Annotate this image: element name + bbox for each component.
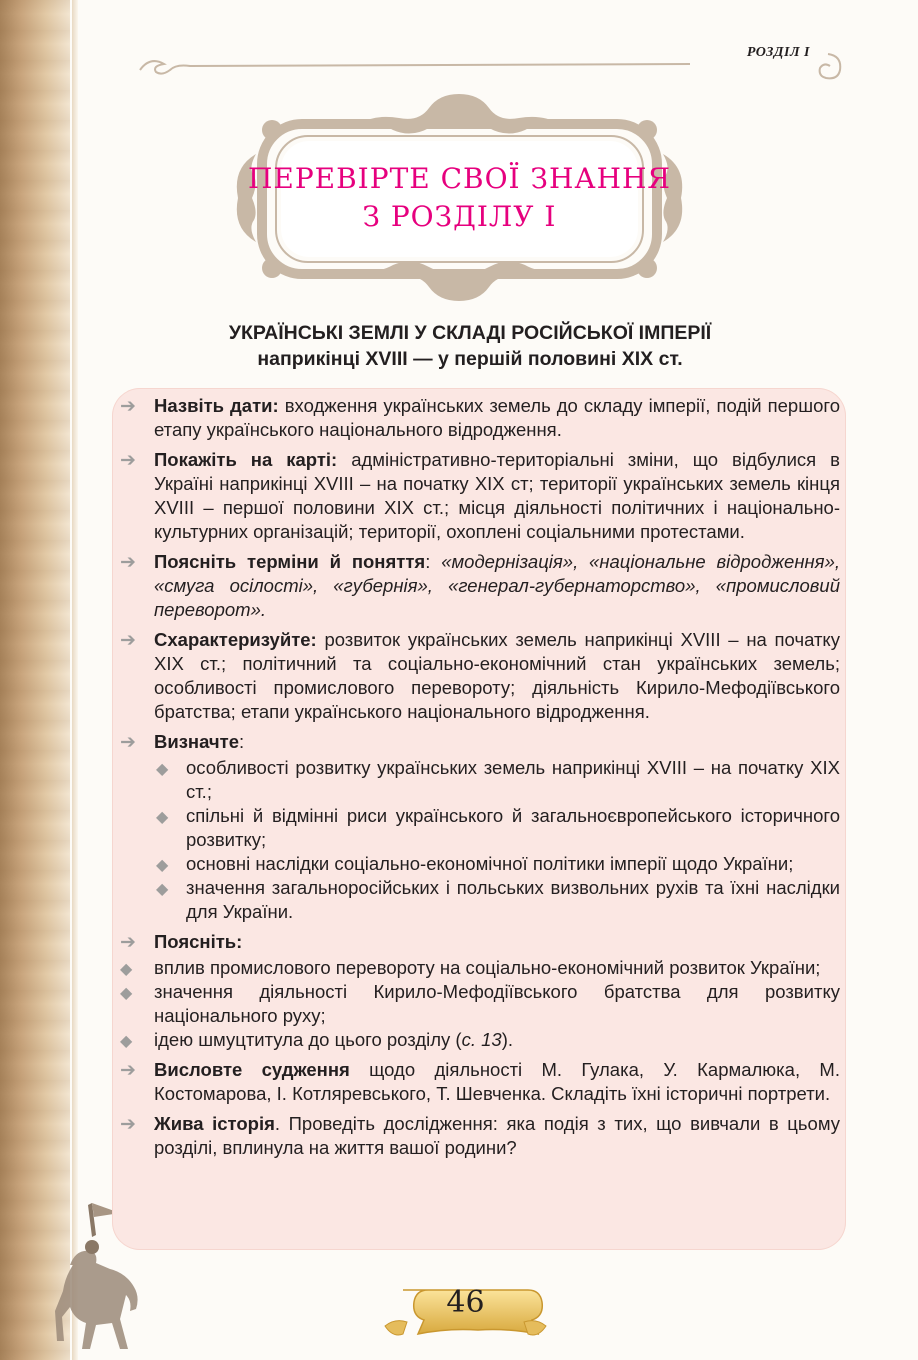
list-subitem — [120, 756, 840, 804]
item-text: адміністративно-територіальні зміни, що відбулися в Україні наприкінці XVIII – на початку XIX ст; території українських земель кінця XVIII – першої половини XIX ст.; місця діяльності політичних і національно-культурних організацій; території, охоплені соціальними протестами. — [154, 449, 840, 542]
parchment-edge-shade — [72, 0, 78, 1360]
define-sublist — [120, 756, 840, 924]
item-colon: : — [425, 551, 442, 572]
subitem-text: значення загальноросійських і польських визвольних рухів та їхні наслідки для України. — [186, 877, 840, 922]
arrow-right-icon: ➔ — [120, 551, 136, 573]
subitem-text: основні наслідки соціально-економічної політики імперії щодо України; — [186, 853, 794, 874]
page-title — [232, 160, 687, 236]
item-lead: Назвіть дати: — [154, 395, 279, 416]
list-item-terms — [120, 550, 840, 622]
section-label: РОЗДІЛ І — [746, 45, 810, 60]
item-colon: : — [239, 731, 245, 752]
item-lead: Жива історія — [154, 1113, 275, 1134]
diamond-icon: ◆ — [156, 807, 169, 826]
questions-list — [120, 394, 840, 1166]
diamond-icon: ◆ — [120, 1031, 133, 1050]
item-lead: Поясніть терміни й поняття — [154, 551, 426, 572]
item-text: входження українських земель до складу імперії, подій першого етапу українського національного відродження. — [154, 395, 840, 440]
list-item-history — [120, 1112, 840, 1160]
arrow-right-icon: ➔ — [120, 629, 136, 651]
subheading-line2: наприкінці XVIII — у першій половині XIX ст. — [257, 348, 683, 370]
subitem-text: вплив промислового перевороту на соціально-економічний розвиток України; — [154, 957, 821, 978]
item-lead: Поясніть: — [154, 931, 243, 952]
arrow-right-icon: ➔ — [120, 1059, 136, 1081]
item-lead: Схарактеризуйте: — [154, 629, 317, 650]
page-title-line1: ПЕРЕВІРТЕ СВОЇ ЗНАННЯ — [247, 162, 672, 195]
page-title-line2: З РОЗДІЛУ І — [362, 200, 557, 233]
diamond-icon: ◆ — [120, 959, 133, 978]
list-subitem — [120, 852, 840, 876]
subitem-text-end: ). — [501, 1029, 514, 1050]
arrow-right-icon: ➔ — [120, 1113, 136, 1135]
list-item-dates — [120, 394, 840, 442]
list-item-opinion — [120, 1058, 840, 1106]
list-item-explain — [120, 930, 840, 954]
list-subitem — [120, 804, 840, 852]
arrow-right-icon: ➔ — [120, 449, 136, 471]
list-item-map — [120, 448, 840, 544]
diamond-icon: ◆ — [156, 855, 169, 874]
item-lead: Визначте — [154, 731, 240, 752]
subitem-text: ідею шмуцтитула до цього розділу ( — [154, 1029, 462, 1050]
subheading-line1: УКРАЇНСЬКІ ЗЕМЛІ У СКЛАДІ РОСІЙСЬКОЇ ІМПЕРІЇ — [228, 322, 712, 344]
list-subitem — [120, 1028, 840, 1052]
list-item-define — [120, 730, 840, 754]
item-lead: Висловте судження — [154, 1059, 350, 1080]
item-text: розвиток українських земель наприкінці XVIII – на початку XIX ст.; політичний та соціально-економічний стан українських земель; особливості промислового перевороту; діяльність Кирило-Мефодіївського братства; етапи українського національного відродження. — [154, 629, 840, 722]
list-subitem — [120, 980, 840, 1028]
list-item-characterize — [120, 628, 840, 724]
item-lead: Покажіть на карті: — [154, 449, 338, 470]
subitem-text: особливості розвитку українських земель наприкінці XVIII – на початку XIX ст.; — [186, 757, 840, 802]
arrow-right-icon: ➔ — [120, 731, 136, 753]
subitem-text: значення діяльності Кирило-Мефодіївського братства для розвитку національного руху; — [154, 981, 840, 1026]
parchment-edge — [0, 0, 70, 1360]
page-number: 46 — [446, 1285, 485, 1320]
arrow-right-icon: ➔ — [120, 931, 136, 953]
list-subitem — [120, 956, 840, 980]
diamond-icon: ◆ — [120, 983, 133, 1002]
item-text: щодо діяльності М. Гулака, У. Кармалюка, М. Костомарова, І. Котляревського, Т. Шевченка. Складіть їхні історичні портрети. — [154, 1059, 840, 1104]
header-flourish — [130, 40, 850, 80]
diamond-icon: ◆ — [156, 759, 169, 778]
explain-sublist — [120, 956, 840, 1052]
item-text: «модернізація», «національне відродження», «смуга осілості», «губернія», «генерал-губернаторство», «промисловий переворот». — [154, 551, 840, 620]
arrow-right-icon: ➔ — [120, 395, 136, 417]
subitem-text: спільні й відмінні риси українського й загальноєвропейського історичного розвитку; — [186, 805, 840, 850]
item-text: . Проведіть дослідження: яка подія з тих, що вивчали в цьому розділі, вплинула на життя вашої родини? — [154, 1113, 840, 1158]
page-reference: с. 13 — [461, 1029, 502, 1050]
diamond-icon: ◆ — [156, 879, 169, 898]
list-subitem — [120, 876, 840, 924]
